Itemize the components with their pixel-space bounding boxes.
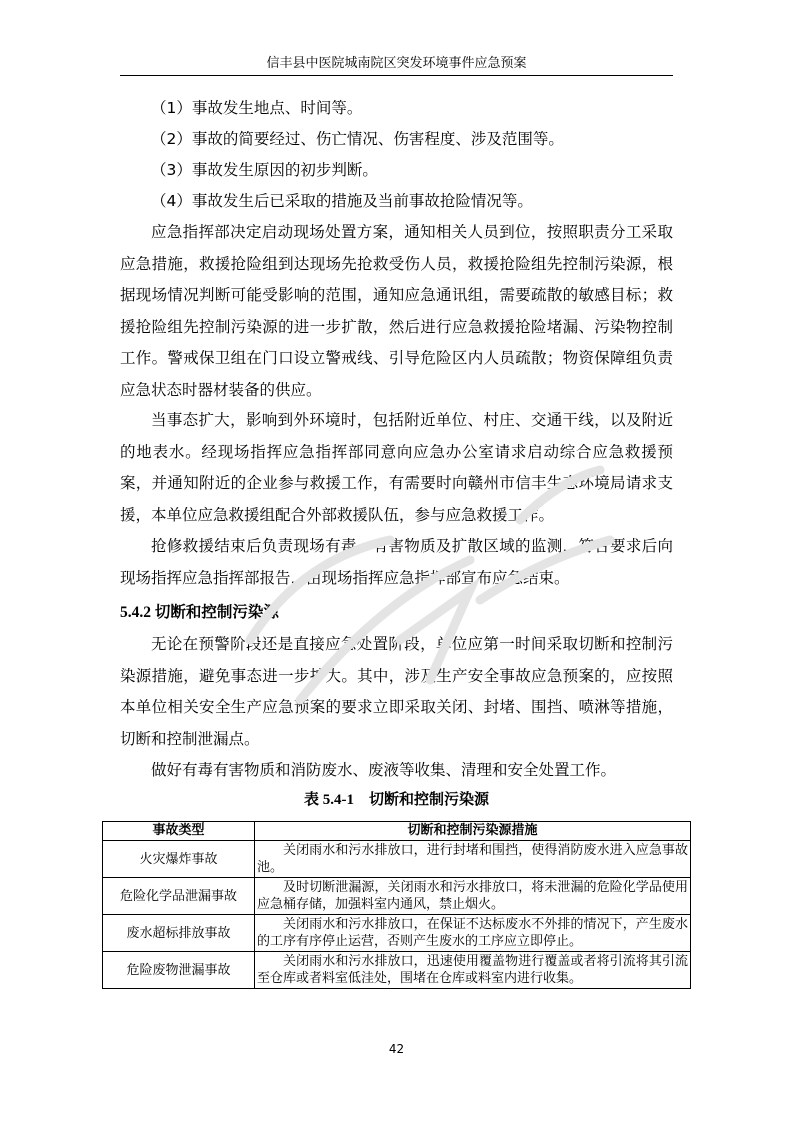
table-header-row (103, 822, 691, 841)
table-caption: 表 5.4-1 切断和控制污染源 (304, 792, 489, 808)
table-row (103, 878, 691, 915)
accident-type-cell: 火灾爆炸事故 (103, 841, 255, 878)
measures-table (102, 821, 691, 989)
header-divider (120, 75, 673, 76)
measure-cell: 关闭雨水和污水排放口，迅速使用覆盖物进行覆盖或者将引流将其引流至仓库或者料室低洼处，围堵在仓库或料室内进行收集。 (255, 952, 691, 989)
accident-type-cell: 危险废物泄漏事故 (103, 952, 255, 989)
report-item-2: （2）事故的简要经过、伤亡情况、伤害程度、涉及范围等。 (151, 130, 564, 148)
section-heading: 5.4.2 切断和控制污染源 (120, 604, 279, 621)
measure-cell: 关闭雨水和污水排放口，进行封堵和围挡，使得消防废水进入应急事故池。 (255, 841, 691, 878)
running-header: 信丰县中医院城南院区突发环境事件应急预案 (266, 56, 527, 71)
report-item-4: （4）事故发生后已采取的措施及当前事故抢险情况等。 (151, 192, 533, 210)
table-row (103, 952, 691, 989)
table-row (103, 915, 691, 952)
measure-cell: 关闭雨水和污水排放口，在保证不达标废水不外排的情况下，产生废水的工序有序停止运营，否则产生废水的工序应立即停止。 (255, 915, 691, 952)
column-header-measure: 切断和控制污染源措施 (255, 822, 691, 841)
paragraph-escalation: 当事态扩大，影响到外环境时，包括附近单位、村庄、交通干线，以及附近的地表水。经现场指挥应急指挥部同意向应急办公室请求启动综合应急救援预案，并通知附近的企业参与救援工作，有需要时向赣州市信丰生态环境局请求支援，本单位应急救援组配合外部救援队伍，参与应急救援工作。 (120, 411, 673, 524)
page-number: 42 (388, 1042, 405, 1056)
paragraph-waste-collection: 做好有毒有害物质和消防废水、废液等收集、清理和安全处置工作。 (151, 761, 617, 779)
report-item-3: （3）事故发生原因的初步判断。 (151, 161, 378, 179)
table-row (103, 841, 691, 878)
measure-cell: 及时切断泄漏源，关闭雨水和污水排放口，将未泄漏的危险化学品使用应急桶存储，加强料室内通风，禁止烟火。 (255, 878, 691, 915)
accident-type-cell: 废水超标排放事故 (103, 915, 255, 952)
report-item-1: （1）事故发生地点、时间等。 (151, 99, 363, 117)
paragraph-response-start: 应急指挥部决定启动现场处置方案，通知相关人员到位，按照职责分工采取应急措施，救援抢险组到达现场先抢救受伤人员，救援抢险组先控制污染源，根据现场情况判断可能受影响的范围，通知应急通讯组，需要疏散的敏感目标；救援抢险组先控制污染源的进一步扩散，然后进行应急救援抢险堵漏、污染物控制工作。警戒保卫组在门口设立警戒线、引导危险区内人员疏散；物资保障组负责应急状态时器材装备的供应。 (120, 223, 673, 399)
accident-type-cell: 危险化学品泄漏事故 (103, 878, 255, 915)
paragraph-source-control: 无论在预警阶段还是直接应急处置阶段，单位应第一时间采取切断和控制污染源措施，避免事态进一步扩大。其中，涉及生产安全事故应急预案的，应按照本单位相关安全生产应急预案的要求立即采取关闭、封堵、围挡、喷淋等措施，切断和控制泄漏点。 (120, 635, 673, 748)
column-header-type: 事故类型 (103, 822, 255, 841)
paragraph-termination: 抢修救援结束后负责现场有毒、有害物质及扩散区域的监测，符合要求后向现场指挥应急指挥部报告，由现场指挥应急指挥部宣布应急结束。 (120, 537, 673, 587)
